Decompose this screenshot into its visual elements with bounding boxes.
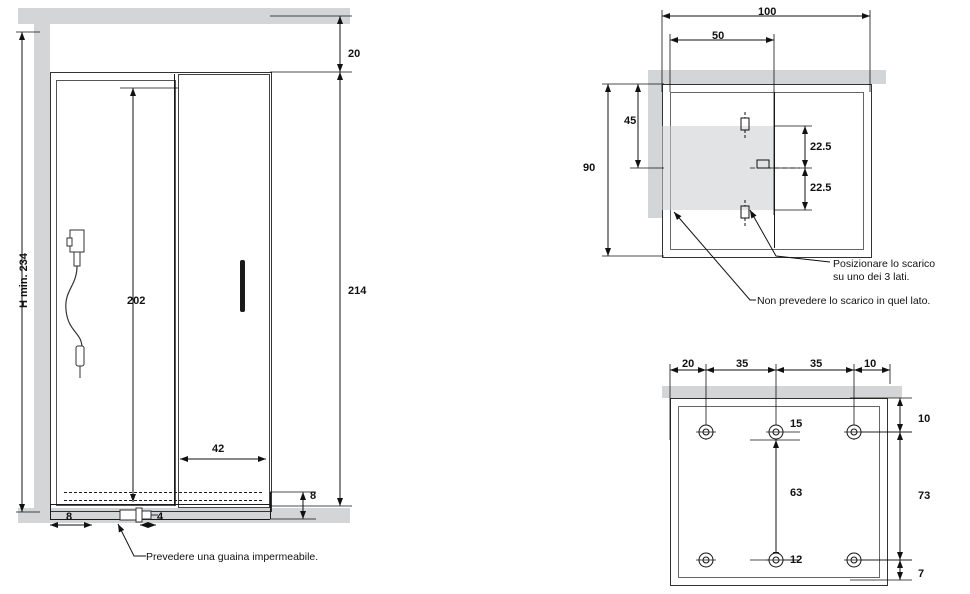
label-br-35b: 35	[810, 358, 823, 370]
note-no-drain-side: Non prevedere lo scarico in quel lato.	[757, 295, 931, 307]
label-tray-height-8: 8	[310, 490, 317, 502]
label-br-10-top: 10	[918, 413, 931, 425]
label-tr-90: 90	[583, 162, 596, 174]
label-tr-45: 45	[624, 115, 637, 127]
label-br-15: 15	[790, 418, 803, 430]
label-tr-100: 100	[758, 6, 777, 18]
label-left-offset-8: 8	[66, 511, 73, 523]
label-top-gap-20: 20	[348, 48, 361, 60]
label-door-width-42: 42	[212, 443, 225, 455]
label-br-73: 73	[918, 490, 931, 502]
label-door-height-202: 202	[127, 295, 146, 307]
label-br-10-right: 10	[864, 358, 877, 370]
label-tr-50: 50	[712, 30, 725, 42]
label-drain-offset-4: 4	[157, 511, 164, 523]
label-overall-height-214: 214	[348, 285, 367, 297]
label-h-min-234: H min. 234	[18, 252, 30, 308]
bottom-right-dimension-lines	[600, 354, 960, 594]
label-tr-225-upper: 22.5	[810, 141, 832, 153]
label-br-12: 12	[790, 554, 803, 566]
note-drain-position-line1: Posizionare lo scarico	[833, 258, 936, 270]
label-tr-225-lower: 22.5	[810, 182, 832, 194]
label-br-63: 63	[790, 487, 803, 499]
label-br-35a: 35	[736, 358, 749, 370]
note-drain-position-line2: su uno dei 3 lati.	[833, 271, 910, 283]
left-view-dimension-lines	[0, 0, 360, 594]
label-br-7: 7	[918, 568, 925, 580]
label-br-20: 20	[682, 358, 695, 370]
note-waterproof-membrane: Prevedere una guaina impermeabile.	[146, 551, 319, 563]
